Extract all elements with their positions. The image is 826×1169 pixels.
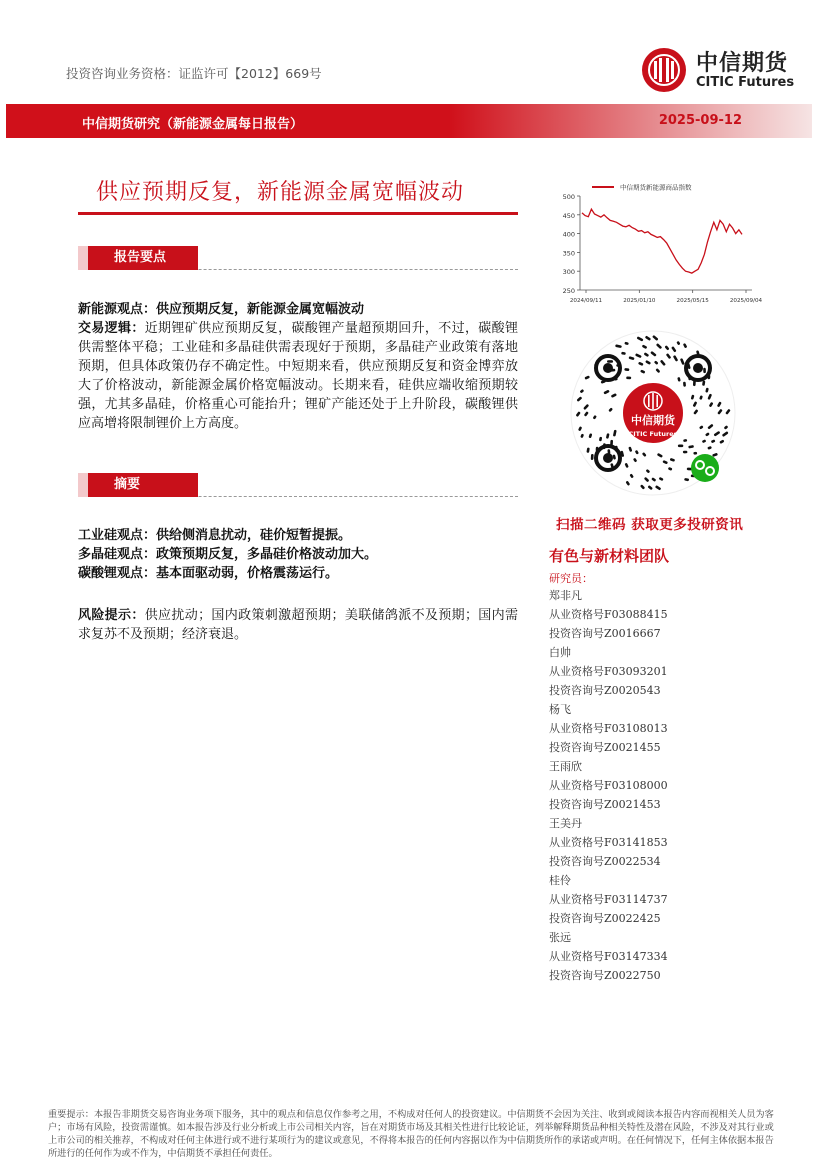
report-title: 供应预期反复，新能源金属宽幅波动	[96, 180, 465, 205]
qr-module	[582, 435, 583, 436]
qr-module	[662, 361, 664, 364]
summary-label: 多晶硅观点：	[78, 547, 157, 562]
citic-logo-icon	[640, 46, 688, 94]
x-tick-label: 2025/01/10	[623, 298, 656, 304]
qr-finder-dot	[603, 363, 613, 373]
analyst-qual: 从业资格号F03108013	[549, 722, 668, 735]
qr-module	[711, 404, 712, 406]
qr-module	[617, 346, 621, 347]
analyst-consult: 投资咨询号Z0016667	[549, 627, 661, 640]
logic-text: 近期锂矿供应预期反复，碳酸锂产量超预期回升，不过，碳酸锂供需整体平稳；工业硅和多晶硅供需表现好于预期，多晶硅产业政策有落地预期，但具体政策仍存不确定性。中短期来看，供应预期反复和资金博弈放大了价格波动，新能源金属价格宽幅波动。长期来看，硅供应端收缩预期较强，尤其多晶硅，价格重心可能抬升；锂矿产能还处于上升阶段，碳酸锂供应高增将限制锂价上方高度。	[78, 321, 518, 431]
summary-text: 政策预期反复，多晶硅价格波动加大。	[156, 547, 378, 562]
qr-module	[709, 395, 710, 398]
view-label: 新能源观点：	[78, 302, 157, 317]
section-tag: 摘要	[78, 473, 198, 497]
qr-module	[594, 417, 595, 418]
qr-module	[647, 471, 648, 472]
analyst-list	[549, 586, 668, 985]
qr-module	[642, 371, 644, 372]
qr-module	[610, 409, 611, 410]
license-line: 投资咨询业务资格：证监许可【2012】669号	[66, 66, 322, 81]
qr-module	[685, 345, 686, 347]
section-tag: 报告要点	[78, 246, 198, 270]
qr-module	[695, 411, 697, 413]
analyst-qual: 从业资格号F03141853	[549, 836, 668, 849]
analyst-qual: 从业资格号F03147334	[549, 950, 668, 963]
qr-module	[658, 345, 661, 348]
summary-label: 碳酸锂观点：	[78, 566, 157, 581]
qr-module	[707, 389, 708, 391]
banner-report-series: 中信期货研究（新能源金属每日报告）	[82, 117, 304, 132]
qr-module	[660, 479, 662, 480]
analyst-consult: 投资咨询号Z0021453	[549, 798, 661, 811]
qr-module	[664, 462, 666, 463]
qr-module	[719, 411, 721, 414]
qr-module	[727, 411, 729, 414]
summary-item	[78, 564, 518, 583]
view-line	[78, 300, 518, 319]
x-tick-label: 2025/05/15	[676, 298, 709, 304]
analyst-consult: 投资咨询号Z0022425	[549, 912, 661, 925]
logo-cn-text: 中信期货	[696, 51, 789, 76]
analyst-name: 王美丹	[549, 817, 582, 830]
qr-module	[646, 479, 648, 481]
qr-module	[590, 435, 591, 437]
summary-item	[78, 545, 518, 564]
summary-text: 基本面驱动弱，价格震荡运行。	[156, 566, 339, 581]
qr-module	[613, 395, 616, 396]
risk-label: 风险提示：	[78, 608, 145, 623]
y-tick-label: 300	[562, 268, 575, 277]
qr-module	[578, 398, 580, 400]
qr-module	[690, 447, 693, 448]
qr-module	[709, 426, 712, 428]
qr-module	[626, 464, 627, 466]
logic-paragraph	[78, 319, 518, 433]
risk-paragraph	[78, 606, 518, 644]
qr-module	[612, 465, 613, 468]
analyst-qual: 从业资格号F03088415	[549, 608, 668, 621]
summary-body	[78, 526, 518, 583]
analyst-name: 杨飞	[549, 703, 571, 716]
analyst-qual: 从业资格号F03114737	[549, 893, 668, 906]
qr-module	[657, 370, 658, 372]
index-chart-svg	[552, 178, 762, 313]
qr-module	[586, 413, 587, 415]
team-subtitle: 研究员：	[549, 572, 593, 585]
qr-module	[713, 441, 714, 442]
analyst-name: 桂伶	[549, 874, 571, 887]
qr-module	[721, 441, 723, 442]
qr-module	[701, 427, 702, 428]
qr-code[interactable]	[568, 328, 738, 508]
qr-center-en: CITIC Futures	[628, 430, 678, 438]
qr-code-graphic	[568, 328, 738, 508]
qr-module	[614, 431, 615, 435]
x-tick-label: 2025/09/04	[729, 298, 762, 304]
risk-text: 供应扰动；国内政策刺激超预期；美联储鸽派不及预期；国内需求复苏不及预期；经济衰退。	[78, 608, 518, 642]
qr-module	[694, 403, 695, 406]
disclaimer: 重要提示：本报告非期货交易咨询业务项下服务，其中的观点和信息仅作参考之用，不构成对任何人的投资建议。中信期货不会因为关注、收到或阅读本报告内容而视相关人员为客户；市场有风险，投资需谨慎。如本报告涉及行业分析或上市公司相关内容，旨在对期货市场及其相关性进行比较论证，列举解释期货品种相关特性及潜在风险，不涉及对其行业或上市公司的相关推荐，不构成对任何主体进行或不进行某项行为的建议或意见，不得将本报告的任何内容据以作为中信期货所作的承诺或声明。在任何情况下，任何主体依据本报告所进行的任何作为或不作为，中信期货不承担任何责任。	[48, 1109, 774, 1159]
qr-module	[671, 460, 673, 461]
view-text: 供应预期反复，新能源金属宽幅波动	[156, 302, 365, 317]
qr-module	[673, 348, 675, 351]
analyst-consult: 投资咨询号Z0021455	[549, 741, 661, 754]
qr-module	[640, 363, 642, 364]
qr-module	[586, 377, 588, 378]
key-points-body	[78, 300, 518, 433]
qr-module	[652, 353, 655, 355]
qr-module	[637, 452, 638, 453]
qr-module	[666, 347, 667, 349]
qr-module	[585, 406, 588, 409]
y-tick-label: 450	[562, 211, 575, 220]
qr-module	[580, 428, 581, 430]
analyst-name: 郑非凡	[549, 589, 582, 602]
qr-module	[605, 391, 608, 393]
qr-module	[647, 362, 649, 363]
qr-finder-dot	[693, 363, 703, 373]
y-tick-label: 250	[562, 287, 575, 295]
qr-module	[678, 343, 679, 344]
qr-module	[726, 427, 727, 428]
summary-text: 供给侧消息扰动，硅价短暂提振。	[156, 528, 352, 543]
index-chart	[552, 178, 762, 313]
qr-caption: 扫描二维码 获取更多投研资讯	[556, 517, 744, 533]
qr-module	[654, 337, 657, 339]
analyst-qual: 从业资格号F03093201	[549, 665, 668, 678]
qr-module	[577, 413, 579, 415]
section-header-key-points	[78, 246, 518, 270]
citic-futures-logo	[640, 42, 810, 98]
qr-module	[645, 354, 647, 355]
analyst-qual: 从业资格号F03108000	[549, 779, 668, 792]
analyst-name: 白帅	[549, 646, 571, 659]
analyst-name: 张远	[549, 931, 571, 944]
qr-module	[602, 381, 604, 382]
logic-label: 交易逻辑：	[78, 321, 145, 336]
qr-module	[630, 448, 631, 450]
qr-module	[607, 435, 608, 438]
logo-en-text: CITIC Futures	[696, 75, 795, 90]
qr-module	[581, 391, 582, 392]
qr-module	[659, 455, 662, 457]
summary-item	[78, 526, 518, 545]
qr-module	[657, 487, 660, 489]
qr-module	[644, 346, 646, 347]
qr-module	[649, 487, 651, 489]
qr-module	[715, 433, 718, 435]
qr-module	[701, 397, 702, 399]
analyst-consult: 投资咨询号Z0020543	[549, 684, 661, 697]
y-tick-label: 400	[562, 230, 575, 239]
qr-module	[642, 486, 644, 488]
qr-finder-dot	[603, 453, 613, 463]
qr-module	[631, 475, 632, 476]
qr-module	[682, 360, 684, 364]
qr-module	[653, 479, 655, 480]
qr-module	[709, 448, 710, 449]
qr-module	[707, 434, 708, 435]
qr-module	[637, 355, 640, 357]
qr-module	[675, 357, 677, 360]
qr-module	[622, 452, 623, 456]
qr-module	[630, 358, 633, 359]
qr-module	[692, 396, 693, 398]
analyst-consult: 投资咨询号Z0022750	[549, 969, 661, 982]
y-tick-label: 350	[562, 249, 575, 258]
qr-module	[719, 403, 720, 406]
legend-label: 中信期货新能源商品指数	[620, 183, 692, 192]
qr-module	[635, 460, 636, 461]
section-header-summary	[78, 473, 518, 497]
summary-label: 工业硅观点：	[78, 528, 157, 543]
report-banner	[6, 104, 812, 138]
team-title: 有色与新材料团队	[549, 547, 670, 565]
qr-module	[714, 454, 717, 455]
banner-date: 2025-09-12	[658, 113, 742, 128]
qr-module	[656, 362, 657, 363]
qr-center-cn: 中信期货	[631, 414, 675, 427]
title-underline	[78, 212, 518, 215]
qr-module	[670, 469, 671, 470]
qr-module	[638, 338, 642, 340]
x-tick-label: 2024/09/11	[569, 298, 603, 304]
series-line	[582, 209, 742, 273]
analyst-name: 王雨欣	[549, 760, 582, 773]
y-tick-label: 500	[562, 193, 575, 201]
qr-module	[647, 337, 650, 339]
qr-module	[668, 355, 670, 358]
qr-module	[627, 482, 628, 484]
qr-module	[644, 454, 645, 455]
analyst-consult: 投资咨询号Z0022534	[549, 855, 661, 868]
qr-module	[614, 456, 615, 458]
qr-module	[704, 441, 705, 442]
